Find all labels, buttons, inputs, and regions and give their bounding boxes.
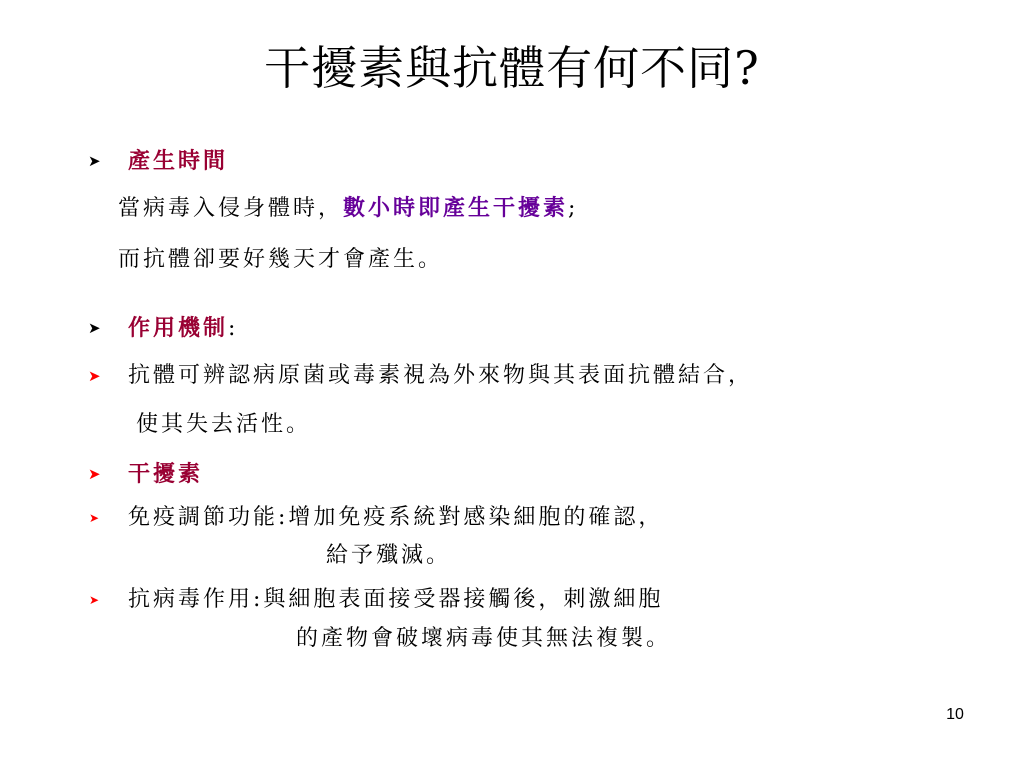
mechanism-item-line-2: 使其失去活性。 [136, 412, 312, 437]
mechanism-item-line-1: 抗體可辨認病原菌或毒素視為外來物與其表面抗體結合， [128, 363, 754, 388]
timing-line-1-suffix: ; [568, 196, 579, 221]
section-heading-mechanism-colon: : [228, 316, 239, 341]
interferon-item-2-line-1: 抗病毒作用:與細胞表面接受器接觸後，刺激細胞 [128, 587, 664, 612]
section-heading-mechanism-wrap [128, 313, 238, 344]
arrow-bullet-icon: ➤ [88, 367, 101, 385]
timing-line-1 [118, 193, 578, 224]
arrow-bullet-icon: ➤ [88, 319, 101, 337]
arrow-bullet-icon: ➤ [89, 593, 100, 607]
interferon-item-2-line-2: 的產物會破壞病毒使其無法複製。 [296, 626, 672, 651]
timing-line-2: 而抗體卻要好幾天才會產生。 [118, 247, 444, 272]
arrow-bullet-icon: ➤ [88, 465, 101, 483]
interferon-item-1-line-1: 免疫調節功能:增加免疫系統對感染細胞的確認， [128, 505, 664, 530]
timing-emphasis: 數小時即產生干擾素 [343, 195, 569, 221]
section-heading-timing: 產生時間 [128, 148, 229, 174]
slide-title: 干擾素與抗體有何不同? [264, 41, 760, 95]
interferon-item-1-line-2: 給予殲滅。 [326, 543, 452, 568]
section-heading-interferon: 干擾素 [128, 461, 204, 487]
section-heading-mechanism: 作用機制 [128, 315, 229, 341]
arrow-bullet-icon: ➤ [89, 511, 100, 525]
arrow-bullet-icon: ➤ [88, 152, 101, 170]
timing-line-1-prefix: 當病毒入侵身體時， [118, 196, 344, 221]
page-number: 10 [946, 706, 964, 723]
